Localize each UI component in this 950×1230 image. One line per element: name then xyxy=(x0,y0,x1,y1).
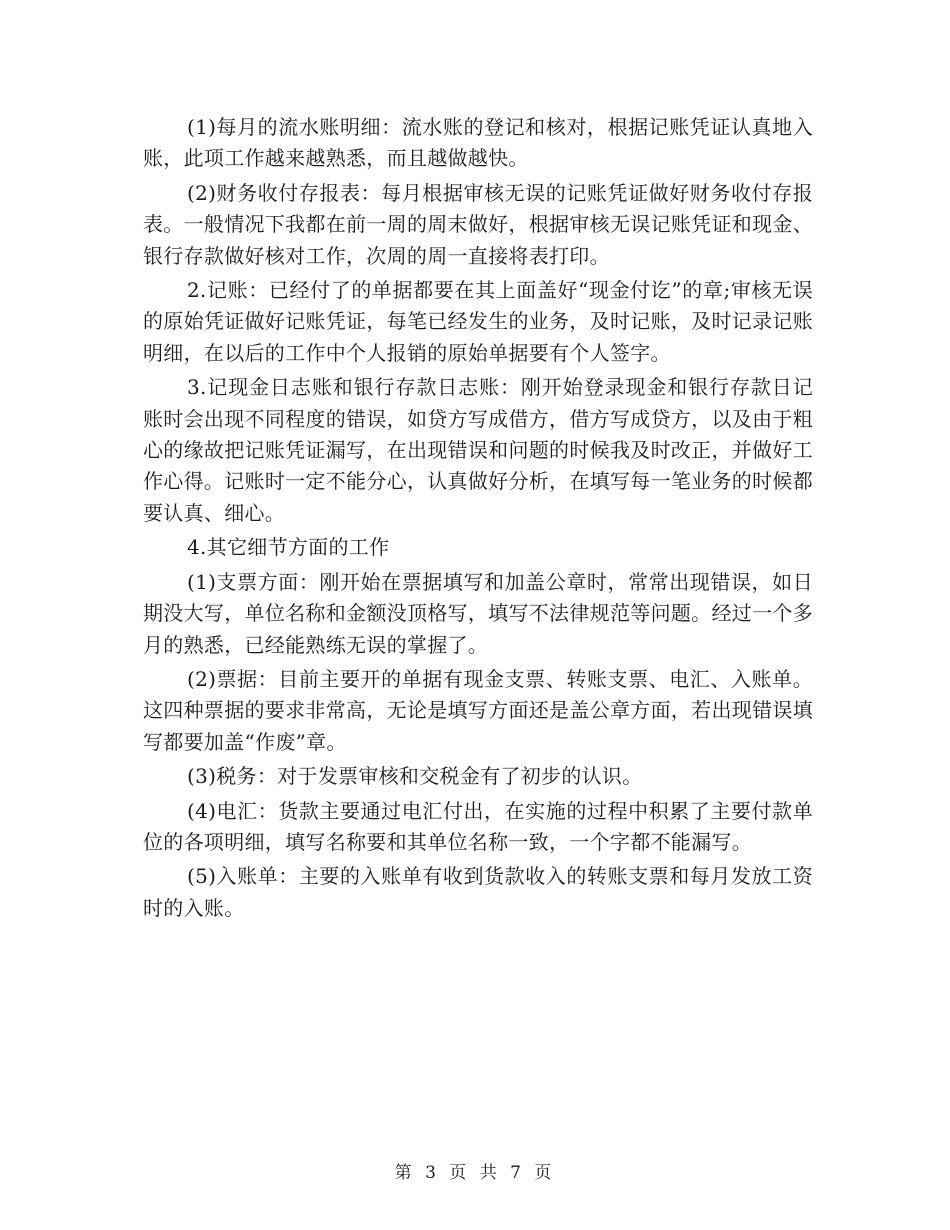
paragraph-checks: (1)支票方面：刚开始在票据填写和加盖公章时，常常出现错误，如日期没大写，单位名称和金额没顶格写，填写不法律规范等问题。经过一个多月的熟悉，已经能熟练无误的掌握了。 xyxy=(143,569,813,657)
paragraph-other-details-heading: 4.其它细节方面的工作 xyxy=(187,535,390,560)
paragraph-wire-transfer: (4)电汇：货款主要通过电汇付出，在实施的过程中积累了主要付款单位的各项明细，填写名称要和其单位名称一致，一个字都不能漏写。 xyxy=(143,798,813,854)
paragraph-bills: (2)票据：目前主要开的单据有现金支票、转账支票、电汇、入账单。这四种票据的要求非常高，无论是填写方面还是盖公章方面，若出现错误填写都要加盖“作废”章。 xyxy=(143,666,813,754)
paragraph-bookkeeping: 2.记账：已经付了的单据都要在其上面盖好“现金付讫”的章;审核无误的原始凭证做好记账凭证，每笔已经发生的业务，及时记账，及时记录记账明细，在以后的工作中个人报销的原始单据要有个人签字。 xyxy=(143,278,813,365)
paragraph-cash-journal: 3.记现金日志账和银行存款日志账：刚开始登录现金和银行存款日记账时会出现不同程度的错误，如贷方写成借方，借方写成贷方，以及由于粗心的缘故把记账凭证漏写，在出现错误和问题的时候我及时改正，并做好工作心得。记账时一定不能分心，认真做好分析，在填写每一笔业务的时候都要认真、细心。 xyxy=(143,375,813,525)
page-number-footer: 第 3 页 共 7 页 xyxy=(394,1163,556,1183)
paragraph-tax: (3)税务：对于发票审核和交税金有了初步的认识。 xyxy=(187,764,643,789)
paragraph-daily-ledger: (1)每月的流水账明细：流水账的登记和核对，根据记账凭证认真地入账，此项工作越来越熟悉，而且越做越快。 xyxy=(143,115,813,171)
paragraph-deposit-slip: (5)入账单：主要的入账单有收到货款收入的转账支票和每月发放工资时的入账。 xyxy=(143,864,813,920)
document-body xyxy=(143,112,813,927)
paragraph-financial-report: (2)财务收付存报表：每月根据审核无误的记账凭证做好财务收付存报表。一般情况下我都在前一周的周末做好，根据审核无误记账凭证和现金、银行存款做好核对工作，次周的周一直接将表打印。 xyxy=(143,180,813,268)
